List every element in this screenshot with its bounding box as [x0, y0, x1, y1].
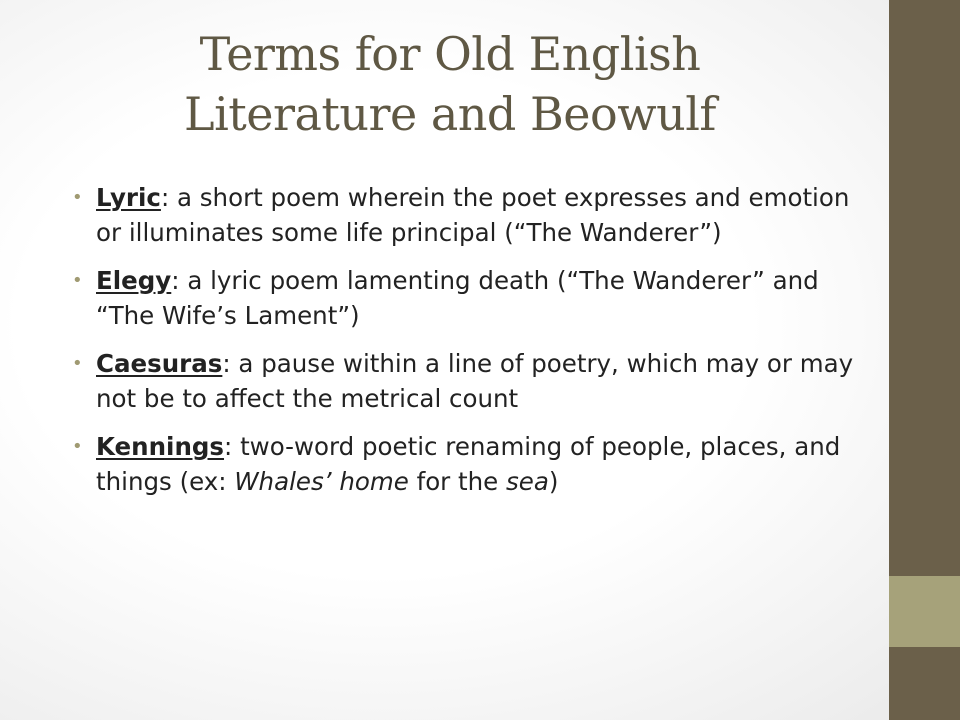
term-example: Whales’ home: [234, 467, 409, 496]
term-separator: :: [224, 432, 233, 461]
slide-title-line-1: Terms for Old English: [199, 27, 701, 81]
bullet-icon: •: [72, 353, 83, 374]
term-item-lyric: [70, 180, 870, 250]
term-item-caesuras: [70, 346, 870, 416]
term-definition: a lyric poem lamenting death (“The Wanderer” and “The Wife’s Lament”): [96, 266, 819, 330]
term-definition: two-word poetic renaming of people, places, and things (ex:: [96, 432, 841, 496]
term-definition: a pause within a line of poetry, which may or may not be to affect the metrical count: [96, 349, 854, 413]
term-name: Lyric: [96, 183, 161, 212]
term-definition: for the: [408, 467, 507, 496]
term-name: Elegy: [96, 266, 172, 295]
slide-title: [60, 24, 840, 144]
term-name: Kennings: [96, 432, 225, 461]
slide-title-line-2: Literature and Beowulf: [184, 87, 716, 141]
term-example-target: sea: [506, 467, 549, 496]
term-item-elegy: [70, 263, 870, 333]
bullet-icon: •: [72, 270, 83, 291]
term-separator: :: [160, 183, 170, 212]
term-name: Caesuras: [96, 349, 223, 378]
bullet-icon: •: [72, 187, 83, 208]
term-separator: :: [171, 266, 180, 295]
terms-list: [70, 180, 870, 512]
term-definition: a short poem wherein the poet expresses and emotion or illuminates some life principal (“The Wanderer”): [96, 183, 850, 247]
side-accent-band: [889, 576, 960, 647]
term-separator: :: [222, 349, 231, 378]
bullet-icon: •: [72, 436, 83, 457]
term-item-kennings: [70, 429, 870, 499]
term-definition: ): [548, 467, 559, 496]
